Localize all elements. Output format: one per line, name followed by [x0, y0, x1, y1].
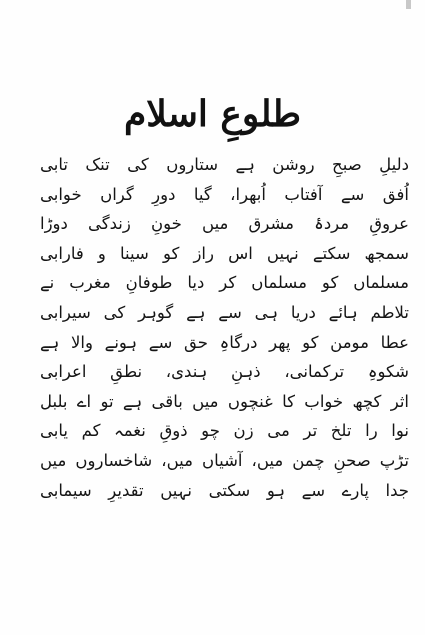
- verse-line: عطا مومن کو پھر درگاہِ حق سے ہونے والا ہے: [40, 332, 409, 352]
- verse-line: سمجھ سکتے نہیں اس راز کو سینا و فارابی: [40, 243, 409, 263]
- verse-line: اُفق سے آفتاب اُبھرا، گیا دورِ گراں خوابی: [40, 184, 409, 204]
- verse-line: تلاطم ہائے دریا ہی سے ہے گوہر کی سیرابی: [40, 302, 409, 322]
- poem-title: طلوعِ اسلام: [123, 93, 302, 136]
- verse-line: تڑپ صحنِ چمن میں، آشیاں میں، شاخساروں میں: [40, 450, 409, 470]
- verse-line: جدا پارے سے ہو سکتی نہیں تقدیرِ سیمابی: [40, 480, 409, 500]
- poem-verses: [40, 150, 409, 505]
- verse-line: نوا را تلخ تر می زن چو ذوقِ نغمہ کم یابی: [40, 421, 409, 441]
- verse-line: دلیلِ صبحِ روشن ہے ستاروں کی تنک تابی: [40, 155, 409, 174]
- scan-edge-mark: [406, 0, 411, 9]
- verse-line: مسلماں کو مسلماں کر دیا طوفانِ مغرب نے: [40, 273, 409, 293]
- verse-line: عروقِ مردۂ مشرق میں خونِ زندگی دوڑا: [40, 214, 409, 234]
- verse-line: شکوہِ ترکمانی، ذہنِ ہندی، نطقِ اعرابی: [40, 362, 409, 382]
- verse-line: اثر کچھ خواب کا غنچوں میں باقی ہے تو اے بلبل: [40, 391, 409, 411]
